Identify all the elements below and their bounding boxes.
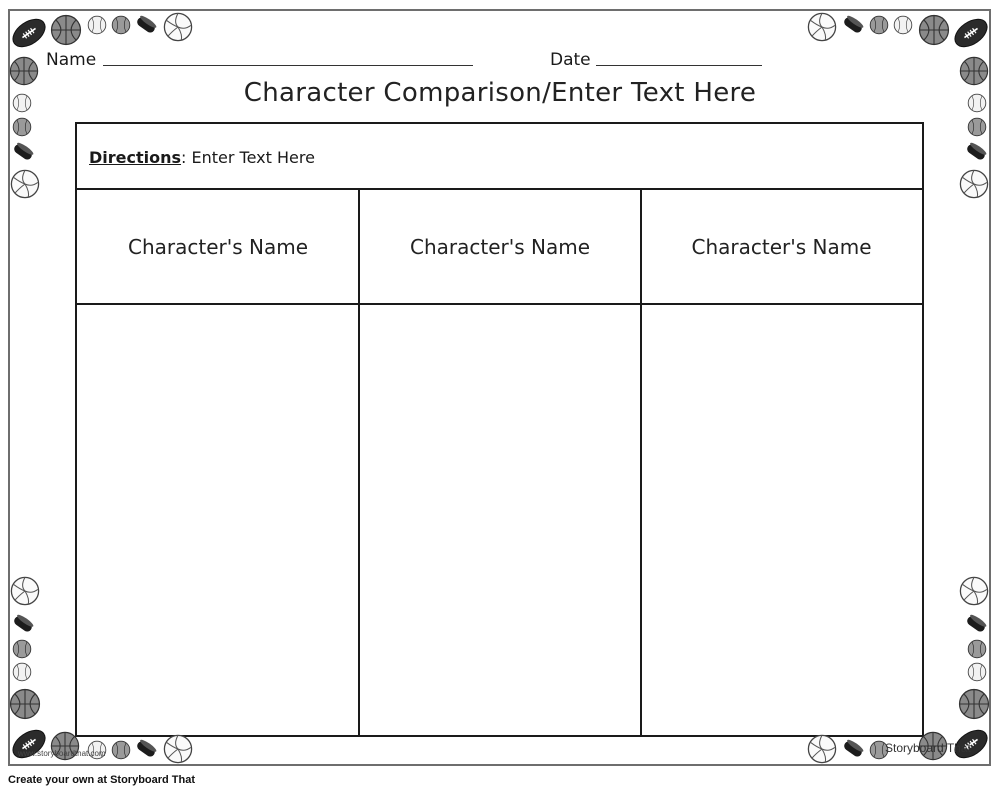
football-icon [951, 13, 991, 53]
date-label: Date [550, 50, 591, 70]
hockey-puck-icon [840, 12, 866, 38]
hockey-puck-icon [133, 736, 159, 762]
hockey-puck-icon [10, 611, 36, 637]
baseball-icon [966, 116, 988, 138]
volleyball-icon [806, 11, 838, 43]
baseball-icon [966, 92, 988, 114]
volleyball-icon [958, 575, 990, 607]
volleyball-icon [162, 733, 194, 765]
footer-credit[interactable]: Create your own at Storyboard That [8, 774, 196, 786]
basketball-icon [958, 55, 990, 87]
column-heading-2[interactable]: Character's Name [359, 190, 641, 305]
watermark-left: www.storyboardthat.com [18, 749, 106, 758]
directions-text [89, 148, 315, 167]
directions-label: Directions [89, 148, 182, 167]
watermark-right: Storyboard That [885, 741, 971, 755]
volleyball-icon [9, 575, 41, 607]
baseball-icon [11, 92, 33, 114]
hockey-puck-icon [963, 139, 989, 165]
hockey-puck-icon [840, 736, 866, 762]
volleyball-icon [806, 733, 838, 765]
hockey-puck-icon [10, 139, 36, 165]
baseball-icon [86, 14, 108, 36]
name-field-line[interactable] [103, 65, 473, 66]
directions-body: : Enter Text Here [181, 148, 315, 167]
name-label: Name [46, 50, 97, 70]
baseball-icon [868, 14, 890, 36]
football-icon [9, 724, 49, 764]
basketball-icon [957, 687, 991, 721]
baseball-icon [966, 661, 988, 683]
baseball-icon [110, 739, 132, 761]
hockey-puck-icon [963, 611, 989, 637]
volleyball-icon [958, 168, 990, 200]
hockey-puck-icon [133, 12, 159, 38]
volleyball-icon [162, 11, 194, 43]
date-field-line[interactable] [596, 65, 762, 66]
baseball-icon [11, 661, 33, 683]
comparison-table [75, 122, 924, 737]
basketball-icon [49, 13, 83, 47]
basketball-icon [917, 13, 951, 47]
column-body-3[interactable] [642, 305, 922, 735]
column-body-1[interactable] [77, 305, 358, 735]
volleyball-icon [9, 168, 41, 200]
column-body-2[interactable] [360, 305, 640, 735]
column-heading-1[interactable]: Character's Name [77, 190, 359, 305]
baseball-icon [11, 638, 33, 660]
basketball-icon [8, 55, 40, 87]
baseball-icon [110, 14, 132, 36]
football-icon [9, 13, 49, 53]
baseball-icon [892, 14, 914, 36]
basketball-icon [8, 687, 42, 721]
column-heading-3[interactable]: Character's Name [641, 190, 922, 305]
directions-row[interactable] [77, 124, 922, 190]
baseball-icon [11, 116, 33, 138]
baseball-icon [966, 638, 988, 660]
worksheet-title[interactable]: Character Comparison/Enter Text Here [243, 78, 757, 108]
